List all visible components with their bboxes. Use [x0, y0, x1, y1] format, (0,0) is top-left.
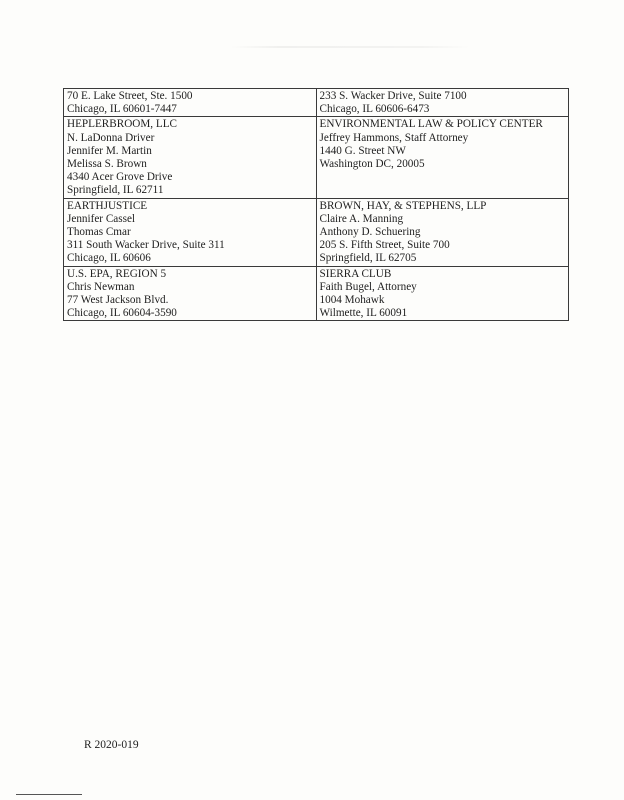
- party-name: BROWN, HAY, & STEPHENS, LLP: [319, 199, 487, 212]
- party-name: ENVIRONMENTAL LAW & POLICY CENTER: [319, 118, 543, 131]
- service-cell-left: [64, 89, 317, 117]
- address-line: Jennifer M. Martin: [67, 144, 152, 157]
- service-cell-left: [64, 266, 317, 321]
- faint-header-mark: [230, 46, 470, 48]
- address-line: 311 South Wacker Drive, Suite 311: [67, 239, 225, 252]
- service-row: [64, 198, 569, 266]
- service-cell-right: [316, 266, 569, 321]
- address-line: N. LaDonna Driver: [67, 131, 155, 144]
- service-row: [64, 117, 569, 198]
- address-line: Washington DC, 20005: [319, 158, 425, 171]
- service-cell-left: [64, 198, 317, 266]
- address-line: Melissa S. Brown: [67, 158, 147, 171]
- service-cell-left: [64, 117, 317, 198]
- footer-rule: [16, 794, 82, 795]
- party-name: EARTHJUSTICE: [67, 199, 148, 212]
- address-line: 1004 Mohawk: [319, 294, 385, 307]
- docket-number: R 2020-019: [84, 739, 139, 751]
- address-line: Chris Newman: [67, 280, 135, 293]
- party-name: HEPLERBROOM, LLC: [67, 118, 178, 131]
- address-line: Springfield, IL 62705: [319, 252, 417, 265]
- address-line: Claire A. Manning: [319, 212, 404, 225]
- party-name: SIERRA CLUB: [319, 267, 392, 280]
- address-line: 1440 G. Street NW: [319, 144, 406, 157]
- address-line: Wilmette, IL 60091: [319, 307, 408, 320]
- address-line: 4340 Acer Grove Drive: [67, 171, 173, 184]
- address-line: Chicago, IL 60604-3590: [67, 307, 177, 320]
- address-line: 205 S. Fifth Street, Suite 700: [319, 239, 450, 252]
- service-cell-right: [316, 117, 569, 198]
- service-cell-right: [316, 89, 569, 117]
- service-list-body: [64, 89, 569, 321]
- address-line: Jennifer Cassel: [67, 212, 136, 225]
- address-line: Chicago, IL 60606: [67, 252, 151, 265]
- service-list-table: [63, 88, 569, 321]
- address-line: 77 West Jackson Blvd.: [67, 294, 169, 307]
- address-line: Faith Bugel, Attorney: [319, 280, 417, 293]
- service-cell-right: [316, 198, 569, 266]
- service-row: [64, 89, 569, 117]
- address-line: 233 S. Wacker Drive, Suite 7100: [319, 90, 467, 102]
- address-line: Anthony D. Schuering: [319, 226, 421, 239]
- address-line: Thomas Cmar: [67, 226, 131, 239]
- address-line: Jeffrey Hammons, Staff Attorney: [319, 131, 469, 144]
- address-line: Chicago, IL 60601-7447: [67, 103, 177, 116]
- address-line: 70 E. Lake Street, Ste. 1500: [67, 90, 193, 102]
- address-line: Springfield, IL 62711: [67, 184, 164, 197]
- party-name: U.S. EPA, REGION 5: [67, 267, 167, 280]
- service-row: [64, 266, 569, 321]
- address-line: Chicago, IL 60606-6473: [319, 103, 430, 116]
